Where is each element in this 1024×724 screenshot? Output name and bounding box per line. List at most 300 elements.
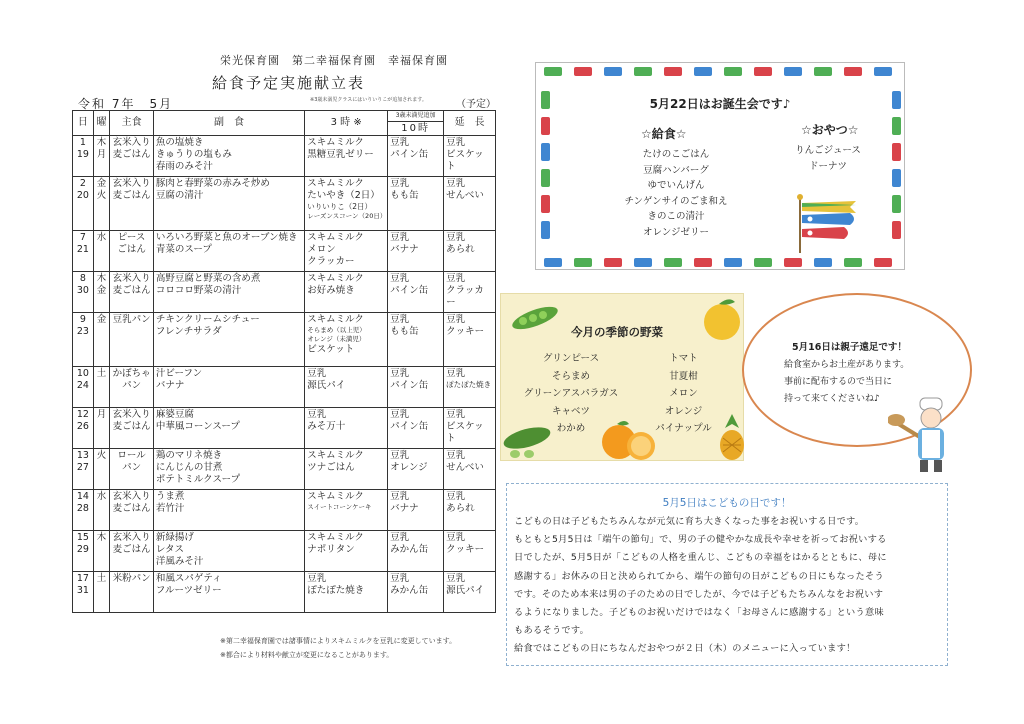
cell-line: ぽたぽた焼き — [307, 585, 365, 596]
cell-staple — [110, 136, 154, 177]
cell-snack — [305, 531, 388, 572]
cell-ext — [444, 449, 496, 490]
header-snack — [305, 111, 388, 136]
cell-line: 玄米入り — [112, 532, 151, 543]
cell-line: そらまめ（以上児） — [307, 326, 366, 334]
carp-flag-icon — [544, 258, 562, 267]
carp-flag-icon — [604, 258, 622, 267]
cell-line: 中華風コーンスープ — [155, 421, 240, 432]
cell-line: 木 — [96, 273, 107, 284]
cell-line: 麦ごはん — [112, 421, 151, 432]
veg-item: わかめ — [556, 423, 586, 434]
cell-line: 28 — [76, 503, 89, 514]
cell-line: ごはん — [117, 244, 146, 255]
cell-line: 火 — [96, 190, 107, 201]
cell-line: 21 — [76, 244, 89, 255]
carp-flag-icon — [874, 67, 892, 76]
cell-line: 豆乳 — [390, 368, 410, 379]
birthday-lunch-list — [621, 147, 731, 240]
cell-dow — [93, 449, 110, 490]
carp-flag-icon — [892, 195, 901, 213]
childrens-day-line: 感謝する」お休みの日と決められてから、端午の節句の日がこどもの日にもなったそう — [514, 570, 885, 582]
cell-line: スキムミルク — [307, 314, 364, 325]
cell-line: 玄米入り — [112, 273, 151, 284]
cell-dow — [93, 572, 110, 613]
cell-ext — [444, 531, 496, 572]
cell-line: 水 — [96, 491, 107, 502]
cell-ext — [444, 313, 496, 367]
cell-line: 13 — [76, 450, 89, 461]
cell-line: クラッカー — [446, 285, 484, 308]
cell-line: かぼちゃ — [112, 368, 151, 379]
cell-line: パン — [122, 380, 142, 391]
cell-ten — [388, 177, 444, 231]
cell-snack — [305, 272, 388, 313]
cell-line: ポテトミルクスープ — [155, 474, 241, 485]
cell-line: あられ — [446, 244, 475, 255]
table-row — [73, 313, 496, 367]
cell-line: 源氏パイ — [446, 585, 485, 596]
cell-line: 2 — [79, 178, 86, 189]
birthday-panel — [535, 62, 905, 270]
era-month: 令和 7年 5月 — [78, 97, 174, 111]
childrens-day-line: 給食ではこどもの日にちなんだおやつが２日（木）のメニューに入っています！ — [514, 643, 856, 655]
carp-streamer-icon — [794, 193, 864, 255]
cell-line: 30 — [76, 285, 89, 296]
cell-line: クラッカー — [307, 256, 355, 267]
cell-line: スイートコーンケーキ — [307, 503, 372, 511]
cell-line: 豆乳パン — [112, 314, 151, 325]
cell-line: 玄米入り — [112, 409, 151, 420]
cell-line: スキムミルク — [307, 232, 364, 243]
cell-line: バナナ — [390, 503, 419, 514]
cell-line: 青菜のスープ — [155, 244, 212, 255]
cell-line: 19 — [76, 149, 89, 160]
cell-line: 豆乳 — [446, 232, 466, 243]
school-names: 栄光保育園 第二幸福保育園 幸福保育園 — [220, 54, 448, 67]
cell-day — [73, 408, 94, 449]
cell-line: クッキー — [446, 326, 485, 337]
cell-line: ビスケット — [446, 421, 484, 444]
cell-staple — [110, 490, 154, 531]
cell-staple — [110, 367, 154, 408]
cook-icon — [888, 390, 954, 476]
cell-line: にんじんの甘煮 — [155, 462, 223, 473]
carp-flag-icon — [694, 258, 712, 267]
lunch-item: チンゲンサイのごま和え — [624, 195, 728, 207]
cell-staple — [110, 177, 154, 231]
seasonal-veg-title: 今月の季節の野菜 — [571, 325, 663, 339]
cell-line: 豆乳 — [390, 409, 410, 420]
cell-line: 10 — [76, 368, 89, 379]
cell-line: ナポリタン — [307, 544, 355, 555]
cell-line: パイン缶 — [390, 380, 429, 391]
cell-line: 豆乳 — [446, 178, 466, 189]
carp-flag-icon — [844, 67, 862, 76]
lunch-item: オレンジゼリー — [642, 226, 710, 238]
cell-snack — [305, 490, 388, 531]
cell-line: 源氏パイ — [307, 380, 346, 391]
table-row — [73, 449, 496, 490]
cell-line: 土 — [96, 368, 107, 379]
carp-flag-icon — [541, 221, 550, 239]
veg-item: 甘夏柑 — [669, 370, 698, 382]
cell-line: 8 — [79, 273, 86, 284]
cell-line: 豆腐の清汁 — [155, 190, 204, 201]
cell-ten — [388, 449, 444, 490]
cell-dow — [93, 531, 110, 572]
carp-flag-icon — [541, 143, 550, 161]
cell-line: 23 — [76, 326, 89, 337]
cell-line: 27 — [76, 462, 89, 473]
cell-ten — [388, 313, 444, 367]
cell-line: ビスケット — [307, 344, 355, 355]
table-row — [73, 367, 496, 408]
cell-line: パイン缶 — [390, 285, 429, 296]
lunch-item: たけのこごはん — [642, 149, 710, 160]
cell-line: コロコロ野菜の清汁 — [155, 285, 242, 296]
carp-flag-icon — [544, 67, 562, 76]
cell-dow — [93, 272, 110, 313]
cell-line: バナナ — [155, 380, 185, 391]
header-ext: 延 長 — [444, 111, 496, 136]
carp-flag-icon — [541, 117, 550, 135]
table-row — [73, 136, 496, 177]
cell-line: 玄米入り — [112, 491, 151, 502]
cell-day — [73, 367, 94, 408]
carp-flag-icon — [664, 67, 682, 76]
cell-line: 麦ごはん — [112, 190, 151, 201]
cell-line: 火 — [96, 450, 107, 461]
cell-ext — [444, 408, 496, 449]
carp-flag-icon — [814, 258, 832, 267]
table-row — [73, 231, 496, 272]
cell-snack — [305, 177, 388, 231]
cell-dow — [93, 367, 110, 408]
veg-item: メロン — [669, 388, 698, 399]
cell-day — [73, 272, 94, 313]
cell-line: パン — [122, 462, 142, 473]
cell-line: 汁ビーフン — [155, 368, 203, 379]
table-row — [73, 272, 496, 313]
cell-line: 玄米入り — [112, 137, 151, 148]
cell-ten — [388, 490, 444, 531]
cell-line: いろいろ野菜と魚のオーブン焼き — [155, 232, 298, 243]
birthday-snack-list — [788, 143, 868, 174]
cell-line: 豆乳 — [390, 532, 410, 543]
cell-line: 豆乳 — [390, 273, 410, 284]
page-title: 給食予定実施献立表 — [212, 74, 366, 92]
cell-line: 豆乳 — [446, 573, 466, 584]
cell-line: ピース — [117, 232, 146, 243]
carp-flag-icon — [694, 67, 712, 76]
cell-line: レタス — [155, 544, 184, 555]
cell-line: ロール — [117, 450, 146, 461]
cell-staple — [110, 313, 154, 367]
header-staple: 主食 — [110, 111, 154, 136]
cell-line: レーズンスコーン（20日） — [307, 212, 387, 220]
cell-day — [73, 136, 94, 177]
childrens-day-line: 日でしたが、5月5日が「こどもの人格を重んじ、こどもの幸福をはかるとともに、母に — [514, 552, 887, 564]
cell-ext — [444, 572, 496, 613]
veg-item: そらまめ — [551, 370, 590, 382]
cell-staple — [110, 272, 154, 313]
header-day: 日 — [73, 111, 94, 136]
table-row — [73, 490, 496, 531]
cell-side — [153, 490, 304, 531]
cell-line: 鶏のマリネ焼き — [155, 450, 223, 461]
cell-dow — [93, 177, 110, 231]
cell-line: 豆乳 — [390, 491, 410, 502]
cell-line: 豆乳 — [390, 573, 410, 584]
cell-line: メロン — [307, 244, 336, 255]
cell-line: 月 — [96, 409, 107, 420]
cell-dow — [93, 490, 110, 531]
cell-snack — [305, 231, 388, 272]
cell-snack — [305, 136, 388, 177]
cell-line: スキムミルク — [307, 491, 364, 502]
cell-line: 木 — [96, 137, 107, 148]
cell-line: 12 — [76, 409, 89, 420]
cell-line: 1 — [79, 137, 86, 148]
cell-ext — [444, 231, 496, 272]
cell-line: オレンジ（未満児） — [307, 335, 366, 343]
cell-snack — [305, 408, 388, 449]
veg-item: グリーンアスパラガス — [523, 388, 619, 399]
cell-line: 31 — [76, 585, 89, 596]
cell-line: 豆乳 — [390, 314, 410, 325]
cell-line: 26 — [76, 421, 89, 432]
cell-line: 金 — [96, 178, 107, 189]
table-row — [73, 531, 496, 572]
cell-line: 14 — [76, 491, 89, 502]
childrens-day-line: こどもの日は子どもたちみんなが元気に育ち大きくなった事をお祝いする日です。 — [514, 516, 865, 527]
cell-ext — [444, 272, 496, 313]
seasonal-veg-panel — [500, 293, 744, 461]
cell-line: スキムミルク — [307, 178, 364, 189]
cell-line: 豆乳 — [390, 178, 410, 189]
orange-icon — [597, 418, 659, 462]
cell-line: パイン缶 — [390, 149, 429, 160]
cell-ten — [388, 572, 444, 613]
cell-line: 金 — [96, 314, 107, 325]
cell-line: 金 — [96, 285, 107, 296]
cell-line: 豚肉と春野菜の赤みそ炒め — [155, 178, 270, 189]
carp-flag-icon — [754, 258, 772, 267]
cell-staple — [110, 231, 154, 272]
cell-line: あられ — [446, 503, 475, 514]
excursion-title: 5月16日は親子遠足です！ — [792, 342, 907, 353]
cell-line: ビスケット — [446, 149, 484, 172]
cell-line: 若竹汁 — [155, 503, 185, 514]
cell-line: 魚の塩焼き — [155, 137, 204, 148]
cell-snack — [305, 449, 388, 490]
cell-line: 20 — [76, 190, 89, 201]
childrens-day-title: 5月5日はこどもの日です！ — [662, 497, 792, 509]
childrens-day-panel — [506, 483, 948, 666]
cell-day — [73, 313, 94, 367]
cell-line: ツナごはん — [307, 462, 355, 473]
cell-line: 豆乳 — [446, 409, 466, 420]
cell-side — [153, 313, 304, 367]
cell-line: みそ万十 — [307, 421, 346, 432]
pineapple-icon — [715, 412, 749, 462]
cell-side — [153, 272, 304, 313]
cell-line: いりいりこ（2日） — [307, 202, 372, 211]
cell-line: きゅうりの塩もみ — [155, 149, 232, 160]
cell-snack — [305, 367, 388, 408]
cell-snack — [305, 313, 388, 367]
cell-dow — [93, 408, 110, 449]
cell-line: 豆乳 — [446, 137, 466, 148]
birthday-inner — [556, 81, 884, 251]
cell-ext — [444, 490, 496, 531]
cell-line: 17 — [76, 573, 89, 584]
cell-line: 豆乳 — [307, 368, 327, 379]
cell-line: 豆乳 — [390, 232, 410, 243]
cell-side — [153, 231, 304, 272]
cell-line: 豆乳 — [307, 573, 327, 584]
cell-line: 豆乳 — [446, 314, 466, 325]
header-snack-label: 3 時 ※ — [330, 117, 362, 128]
cell-line: スキムミルク — [307, 532, 364, 543]
carp-flag-icon — [784, 258, 802, 267]
cell-line: 9 — [79, 314, 86, 325]
cell-line: 豆乳 — [390, 450, 410, 461]
cell-ext — [444, 177, 496, 231]
veg-item: キャベツ — [551, 405, 590, 417]
cell-dow — [93, 136, 110, 177]
cell-line: 豆乳 — [446, 491, 466, 502]
cell-line: 米粉パン — [112, 573, 151, 584]
cell-line: 麦ごはん — [112, 149, 151, 160]
amanatsu-icon — [699, 296, 745, 342]
cell-line: 玄米入り — [112, 178, 151, 189]
birthday-title: 5月22日はお誕生会です♪ — [649, 97, 791, 111]
excursion-line: 事前に配布するので当日に — [784, 377, 893, 387]
cell-side — [153, 408, 304, 449]
cell-line: 豆乳 — [307, 409, 327, 420]
broad-bean-icon — [501, 420, 553, 460]
cell-ten — [388, 136, 444, 177]
cell-line: 麦ごはん — [112, 544, 151, 555]
cell-line: 麻婆豆腐 — [155, 409, 194, 420]
carp-flag-icon — [754, 67, 772, 76]
cell-line: 黒糖豆乳ゼリー — [307, 149, 374, 160]
cell-ten — [388, 231, 444, 272]
cell-line: 24 — [76, 380, 89, 391]
cell-ten — [388, 367, 444, 408]
header-ten-label: 10時 — [401, 122, 430, 134]
cell-ten — [388, 408, 444, 449]
cell-line: オレンジ — [390, 462, 428, 473]
childrens-day-line: です。そのため本来は男の子のための日でしたが、今では子どもたちみんなをお祝いす — [514, 588, 884, 600]
footnote-1: ※第二幸福保育園では諸事情によりスキムミルクを豆乳に変更しています。 — [220, 637, 457, 645]
carp-flag-icon — [541, 91, 550, 109]
cell-staple — [110, 572, 154, 613]
cell-line: 7 — [79, 232, 86, 243]
cell-ext — [444, 367, 496, 408]
cell-day — [73, 490, 94, 531]
peas-icon — [507, 300, 563, 336]
carp-flag-icon — [784, 67, 802, 76]
cell-ten — [388, 272, 444, 313]
cell-line: 豆乳 — [446, 450, 466, 461]
cell-day — [73, 531, 94, 572]
carp-flag-icon — [892, 169, 901, 187]
table-row — [73, 177, 496, 231]
cell-staple — [110, 449, 154, 490]
under3-note: ※3歳未満児クラスにはいりいりこが追加されます。 — [310, 97, 427, 103]
carp-flag-icon — [664, 258, 682, 267]
cell-line: チキンクリームシチュー — [155, 314, 260, 325]
cell-line: 豆乳 — [446, 532, 466, 543]
plan-label: （予定） — [456, 99, 496, 110]
cell-line: みかん缶 — [390, 544, 429, 555]
cell-day — [73, 449, 94, 490]
cell-line: クッキー — [446, 544, 485, 555]
cell-line: 豆乳 — [446, 368, 466, 379]
cell-line: フルーツゼリー — [155, 585, 222, 596]
cell-side — [153, 367, 304, 408]
cell-side — [153, 177, 304, 231]
carp-flag-icon — [724, 258, 742, 267]
lunch-item: ゆでいんげん — [647, 180, 705, 191]
childrens-day-line: もあるそうです。 — [514, 625, 590, 637]
cell-side — [153, 572, 304, 613]
lunch-item: きのこの清汁 — [647, 211, 705, 222]
cell-line: 月 — [96, 149, 107, 160]
cell-line: お好み焼き — [307, 285, 355, 296]
table-row — [73, 572, 496, 613]
header-ten — [388, 111, 444, 136]
cell-line: 木 — [96, 532, 107, 543]
carp-flag-icon — [892, 117, 901, 135]
table-row — [73, 408, 496, 449]
birthday-lunch-title: ☆給食☆ — [641, 127, 687, 141]
table-header-row — [73, 111, 496, 136]
cell-ext — [444, 136, 496, 177]
excursion-line: 持って来てくださいね♪ — [784, 394, 880, 404]
carp-flag-icon — [844, 258, 862, 267]
carp-flag-icon — [634, 258, 652, 267]
footnote-2: ※都合により材料や献立が変更になることがあります。 — [220, 651, 394, 659]
cell-line: スキムミルク — [307, 450, 364, 461]
carp-flag-icon — [574, 258, 592, 267]
cell-line: 土 — [96, 573, 107, 584]
cell-day — [73, 572, 94, 613]
snack-item: りんごジュース — [795, 145, 861, 156]
cell-line: 春雨のみそ汁 — [155, 161, 213, 172]
veg-item: トマト — [669, 353, 698, 364]
childrens-day-line: るようになりました。子どものお祝いだけではなく「お母さんに感謝する」という意味 — [514, 607, 885, 619]
cell-line: せんべい — [446, 462, 484, 473]
cell-line: 新緑揚げ — [155, 532, 194, 543]
cell-line: スキムミルク — [307, 137, 364, 148]
header-ten-note: 3歳未満児追加 — [388, 112, 443, 122]
cell-line: 豆乳 — [446, 273, 466, 284]
cell-side — [153, 531, 304, 572]
cell-day — [73, 231, 94, 272]
carp-flag-icon — [814, 67, 832, 76]
carp-flag-icon — [874, 258, 892, 267]
cell-line: パイン缶 — [390, 421, 429, 432]
cell-dow — [93, 231, 110, 272]
carp-flag-icon — [724, 67, 742, 76]
childrens-day-body — [514, 513, 940, 659]
cell-dow — [93, 313, 110, 367]
carp-flag-icon — [634, 67, 652, 76]
